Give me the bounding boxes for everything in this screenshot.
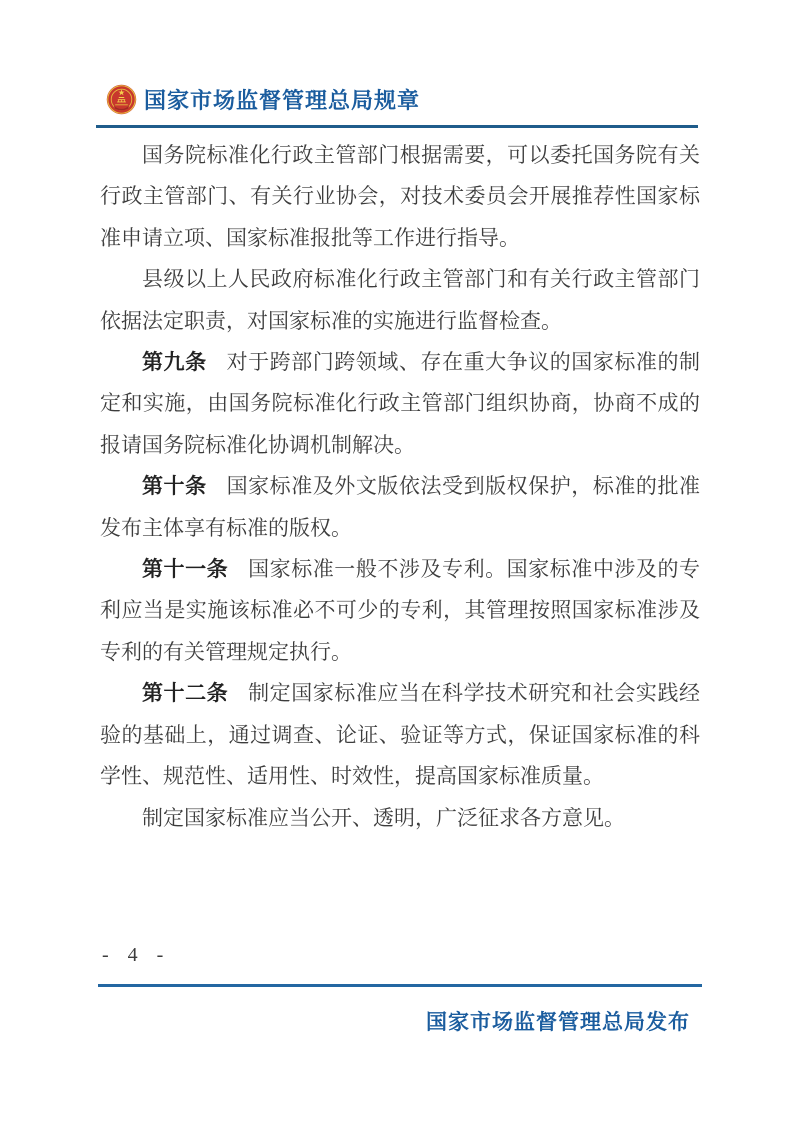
footer-divider: [98, 984, 702, 987]
body-paragraph: [100, 466, 700, 549]
page-number: - 4 -: [102, 944, 170, 966]
paragraph-text: 国务院标准化行政主管部门根据需要，可以委托国务院有关行政主管部门、有关行业协会，对技术委员会开展推荐性国家标准申请立项、国家标准报批等工作进行指导。: [100, 143, 700, 250]
body-paragraph: [100, 259, 700, 342]
body-paragraph: [100, 342, 700, 466]
body-paragraph: [100, 798, 700, 839]
paragraph-text: 对于跨部门跨领域、存在重大争议的国家标准的制定和实施，由国务院标准化行政主管部门组织协商，协商不成的报请国务院标准化协调机制解决。: [100, 350, 701, 457]
paragraph-text: 制定国家标准应当公开、透明，广泛征求各方意见。: [142, 805, 625, 830]
document-body: [100, 135, 700, 839]
article-number: 第十一条: [142, 558, 229, 582]
paragraph-text: 国家标准及外文版依法受到版权保护，标准的批准发布主体享有标准的版权。: [100, 474, 701, 540]
publisher-line: 国家市场监督管理总局发布: [426, 1011, 690, 1034]
header-divider: [96, 125, 698, 128]
body-paragraph: [100, 673, 700, 797]
article-number: 第九条: [142, 351, 207, 375]
body-paragraph: [100, 135, 700, 259]
paragraph-text: 制定国家标准应当在科学技术研究和社会实践经验的基础上，通过调查、论证、验证等方式，保证国家标准的科学性、规范性、适用性、时效性，提高国家标准质量。: [100, 681, 701, 789]
paragraph-text: 县级以上人民政府标准化行政主管部门和有关行政主管部门依据法定职责，对国家标准的实施进行监督检查。: [100, 267, 700, 333]
article-number: 第十条: [142, 475, 207, 499]
body-paragraph: [100, 549, 700, 673]
paragraph-text: 国家标准一般不涉及专利。国家标准中涉及的专利应当是实施该标准必不可少的专利，其管理按照国家标准涉及专利的有关管理规定执行。: [100, 557, 701, 664]
header-title: 国家市场监督管理总局规章: [144, 88, 421, 113]
article-number: 第十二条: [142, 682, 229, 706]
page-header: [106, 84, 420, 115]
china-national-emblem-icon: [106, 84, 137, 115]
